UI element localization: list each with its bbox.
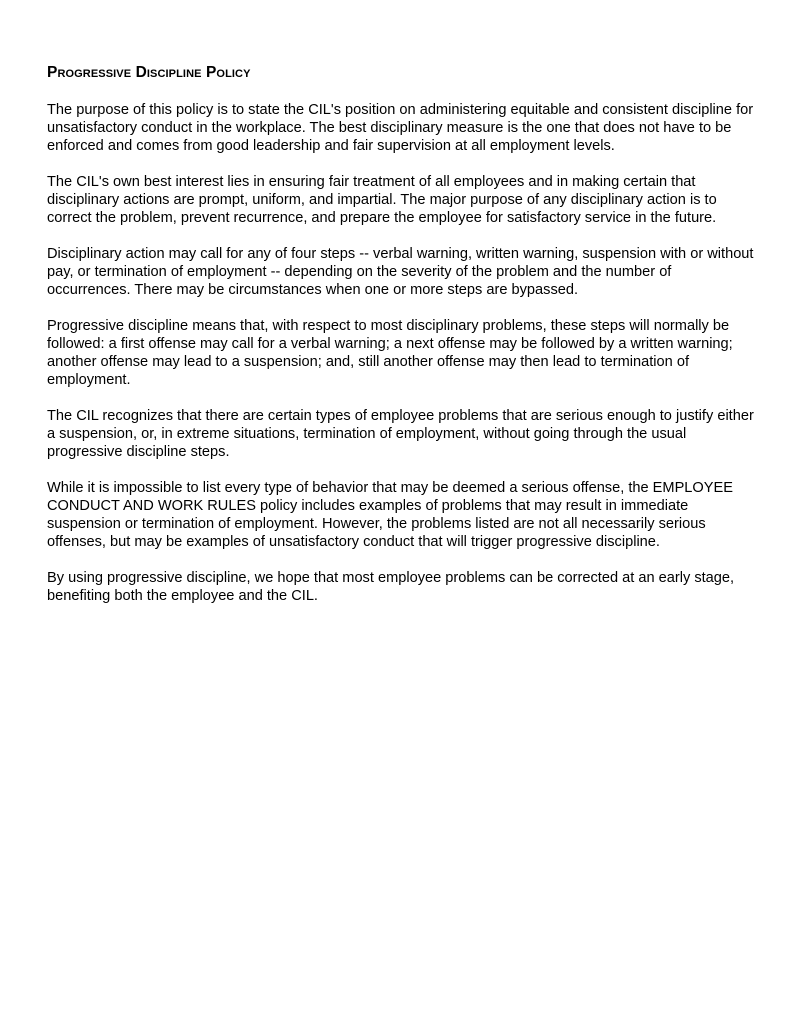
page-title: Progressive Discipline Policy [47, 64, 251, 81]
paragraph-best-interest: The CIL's own best interest lies in ensuring fair treatment of all employees and in making certain that disciplinary actions are prompt, uniform, and impartial. The major purpose of any disciplinary action is to correct the problem, prevent recurrence, and prepare the employee for satisfactory service in the future. [47, 174, 717, 226]
paragraph-serious-problems: The CIL recognizes that there are certain types of employee problems that are serious enough to justify either a suspension, or, in extreme situations, termination of employment, without going through the usual progressive discipline steps. [47, 408, 754, 460]
paragraph-progressive-meaning: Progressive discipline means that, with respect to most disciplinary problems, these steps will normally be followed: a first offense may call for a verbal warning; a next offense may be followed by a written warning; another offense may lead to a suspension; and, still another offense may then lead to termination of employment. [47, 318, 733, 388]
paragraph-four-steps: Disciplinary action may call for any of four steps -- verbal warning, written warning, suspension with or without pay, or termination of employment -- depending on the severity of the problem and the number of occurrences. There may be circumstances when one or more steps are bypassed. [47, 246, 754, 298]
paragraph-work-rules: While it is impossible to list every type of behavior that may be deemed a serious offense, the EMPLOYEE CONDUCT AND WORK RULES policy includes examples of problems that may result in immediate suspension or termination of employment. However, the problems listed are not all necessarily serious offenses, but may be examples of unsatisfactory conduct that will trigger progressive discipline. [47, 480, 733, 550]
paragraph-conclusion: By using progressive discipline, we hope that most employee problems can be corrected at an early stage, benefiting both the employee and the CIL. [47, 570, 735, 604]
paragraph-purpose: The purpose of this policy is to state the CIL's position on administering equitable and consistent discipline for unsatisfactory conduct in the workplace. The best disciplinary measure is the one that does not have to be enforced and comes from good leadership and fair supervision at all employment levels. [47, 102, 754, 154]
document-page [47, 63, 757, 623]
